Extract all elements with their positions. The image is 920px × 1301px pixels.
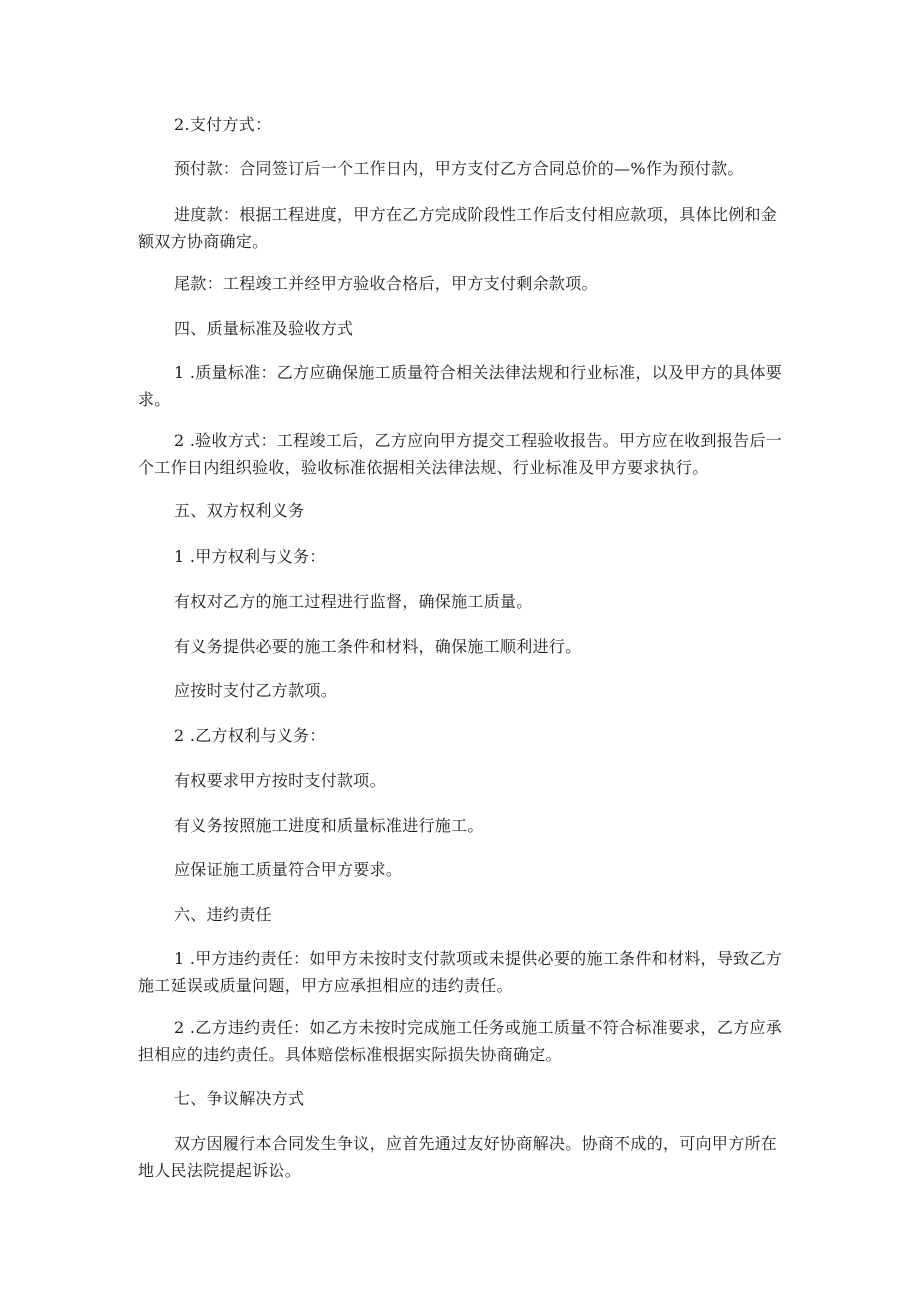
party-b-duty-quality: 应保证施工质量符合甲方要求。: [174, 860, 403, 879]
party-b-duty-construct: 有义务按照施工进度和质量标准进行施工。: [174, 816, 484, 835]
party-a-rights-heading: 1 .甲方权利与义务：: [174, 547, 326, 566]
acceptance-method-paragraph: 2 .验收方式：工程竣工后，乙方应向甲方提交工程验收报告。甲方应在收到报告后一个工作日内组织验收，验收标准依据相关法律法规、行业标准及甲方要求执行。: [138, 431, 783, 477]
section-heading-dispute: 七、争议解决方式: [174, 1089, 305, 1108]
section-heading-quality: 四、质量标准及验收方式: [174, 319, 354, 338]
quality-standard-paragraph: 1 .质量标准：乙方应确保施工质量符合相关法律法规和行业标准，以及甲方的具体要求。: [138, 363, 783, 409]
section-heading-rights: 五、双方权利义务: [174, 501, 305, 520]
party-a-duty-provide: 有义务提供必要的施工条件和材料，确保施工顺利进行。: [174, 637, 582, 656]
party-b-rights-heading: 2 .乙方权利与义务：: [174, 726, 326, 745]
dispute-resolution-paragraph: 双方因履行本合同发生争议，应首先通过友好协商解决。协商不成的，可向甲方所在地人民法院提起诉讼。: [138, 1134, 778, 1180]
party-b-liability-paragraph: 2 .乙方违约责任：如乙方未按时完成施工任务或施工质量不符合标准要求，乙方应承担相应的违约责任。具体赔偿标准根据实际损失协商确定。: [138, 1018, 783, 1064]
progress-payment-paragraph: 进度款：根据工程进度，甲方在乙方完成阶段性工作后支付相应款项，具体比例和金额双方协商确定。: [138, 205, 778, 251]
final-payment-paragraph: 尾款：工程竣工并经甲方验收合格后，甲方支付剩余款项。: [174, 274, 598, 293]
party-a-right-supervise: 有权对乙方的施工过程进行监督，确保施工质量。: [174, 592, 533, 611]
section-heading-liability: 六、违约责任: [174, 905, 272, 924]
payment-method-heading: 2.支付方式：: [174, 115, 272, 134]
advance-payment-paragraph: 预付款：合同签订后一个工作日内，甲方支付乙方合同总价的—%作为预付款。: [174, 159, 744, 178]
party-a-duty-pay: 应按时支付乙方款项。: [174, 681, 338, 700]
party-a-liability-paragraph: 1 .甲方违约责任：如甲方未按时支付款项或未提供必要的施工条件和材料，导致乙方施工延误或质量问题，甲方应承担相应的违约责任。: [138, 949, 783, 995]
party-b-right-payment: 有权要求甲方按时支付款项。: [174, 771, 386, 790]
